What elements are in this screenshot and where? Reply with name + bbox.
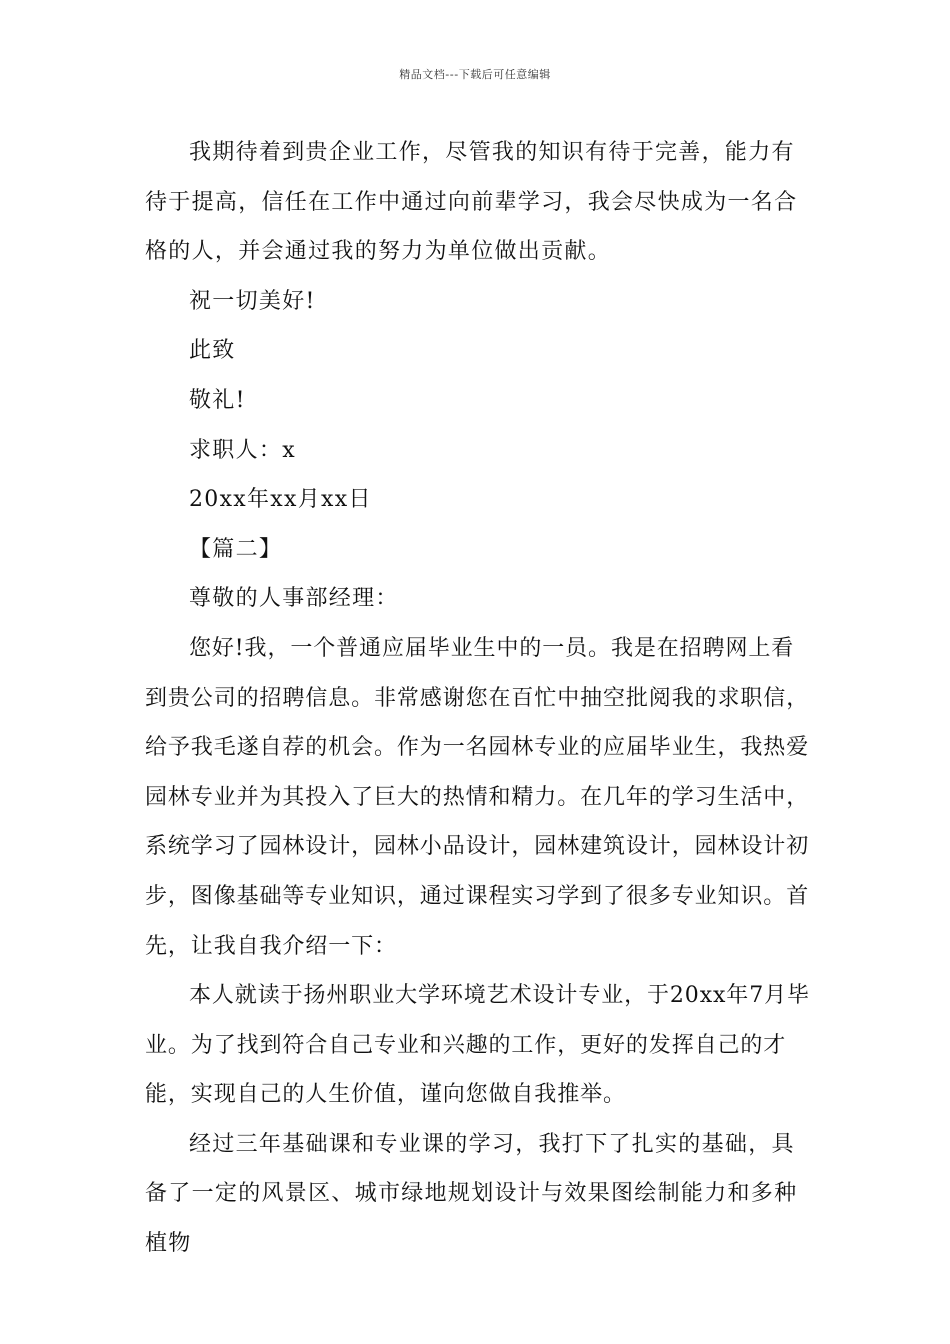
paragraph-regards: 敬礼! xyxy=(189,387,246,413)
paragraph-wishes: 祝一切美好! xyxy=(189,288,316,314)
paragraph-closing-hope: 我期待着到贵企业工作，尽管我的知识有待于完善，能力有待于提高，信任在工作中通过向前辈学习，我会尽快成为一名合格的人，并会通过我的努力为单位做出贡献。 xyxy=(145,140,798,265)
paragraph-education: 本人就读于扬州职业大学环境艺术设计专业，于20xx年7月毕业。为了找到符合自己专业和兴趣的工作，更好的发挥自己的才能，实现自己的人生价值，谨向您做自我推举。 xyxy=(145,983,810,1108)
paragraph-applicant: 求职人：x xyxy=(189,437,296,463)
page-header: 精品文档---下载后可任意编辑 xyxy=(399,68,551,81)
paragraph-introduction: 您好!我，一个普通应届毕业生中的一员。我是在招聘网上看到贵公司的招聘信息。非常感谢您在百忙中抽空批阅我的求职信，给予我毛遂自荐的机会。作为一名园林专业的应届毕业生，我热爱园林专业并为其投入了巨大的热情和精力。在几年的学习生活中，系统学习了园林设计，园林小品设计，园林建筑设计，园林设计初步，图像基础等专业知识，通过课程实习学到了很多专业知识。首先，让我自我介绍一下： xyxy=(145,635,810,959)
paragraph-skills: 经过三年基础课和专业课的学习，我打下了扎实的基础，具备了一定的风景区、城市绿地规划设计与效果图绘制能力和多种植物 xyxy=(145,1131,798,1257)
paragraph-salutation-close: 此致 xyxy=(189,338,236,364)
letter-body xyxy=(145,128,810,1269)
section-heading: 【篇二】 xyxy=(189,536,283,562)
paragraph-greeting: 尊敬的人事部经理： xyxy=(189,586,399,612)
paragraph-date: 20xx年xx月xx日 xyxy=(189,487,372,513)
